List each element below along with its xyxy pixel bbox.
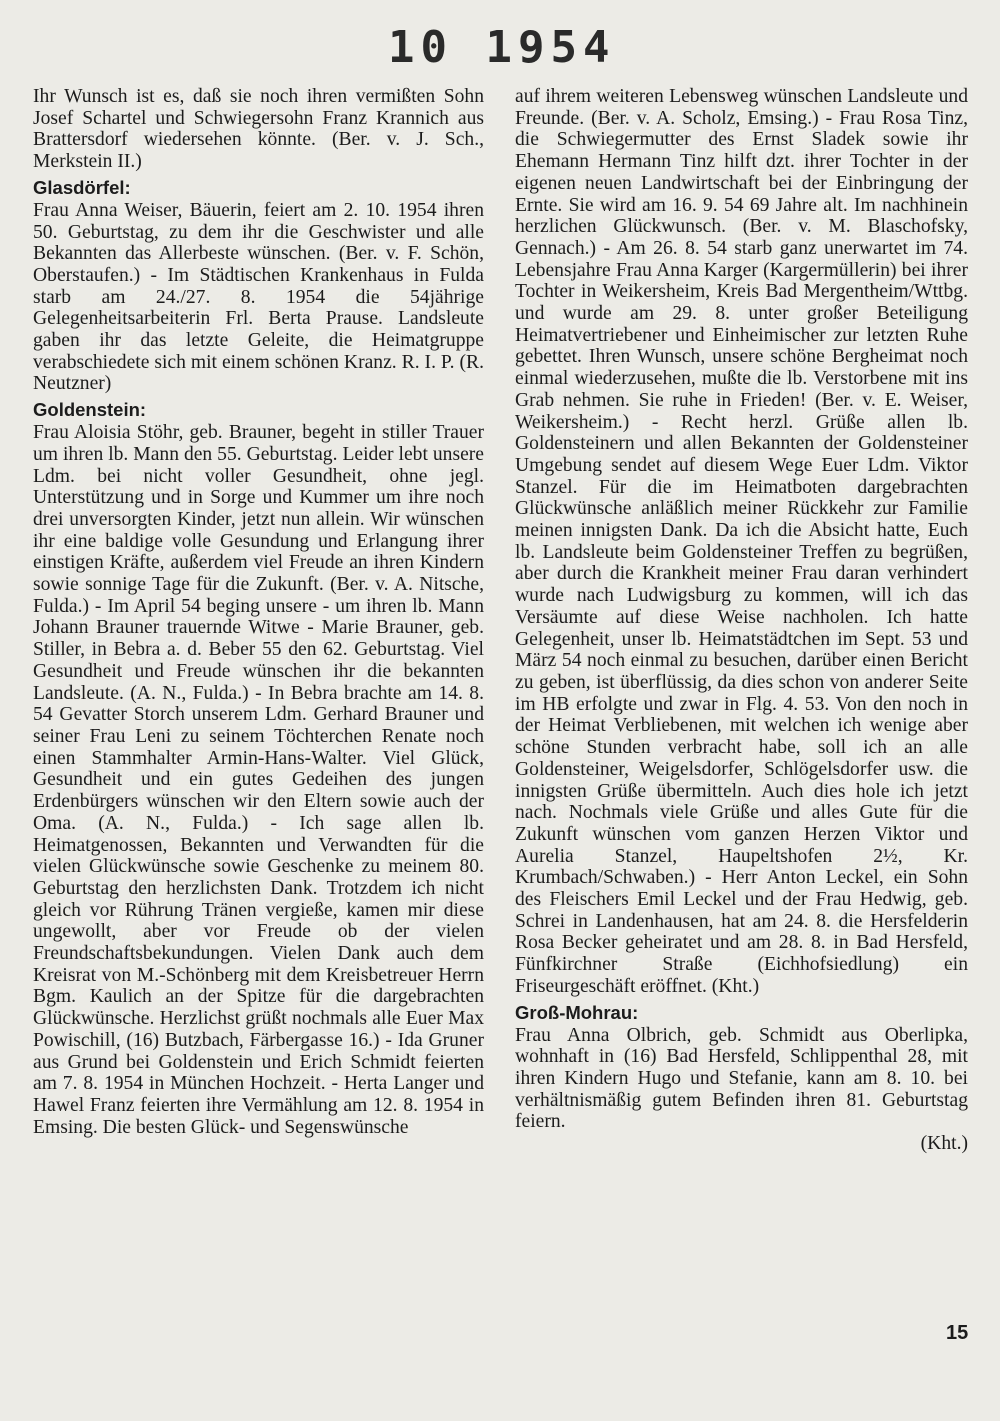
heading-goldenstein: Goldenstein: — [33, 399, 147, 421]
heading-glasdoerfel: Glasdörfel: — [33, 176, 131, 198]
goldenstein-continuation-paragraph: auf ihrem weiteren Lebensweg wünschen Landsleute und Freunde. (Ber. v. A. Scholz, Emsing.) - Frau Rosa Tinz, die Schwiegermutter des Ernst Sladek sowie ihr Ehemann Hermann Tinz hilft dzt. ihrer Tochter in der eigenen neuen Landwirtschaft bei der Einbringung der Ernte. Sie wird am 16. 9. 54 69 Jahre alt. Im nachhinein herzlichen Glückwunsch. (Ber. v. M. Blaschofsky, Gennach.) - Am 26. 8. 54 starb ganz unerwartet im 74. Lebensjahre Frau Anna Karger (Kargermüllerin) bei ihrer Tochter in Weikersheim, Kreis Bad Mergentheim/Wttbg. und wurde am 29. 8. unter großer Beteiligung Heimatvertriebener und Einheimischer zur letzten Ruhe gebettet. Ihren Wunsch, unsere schöne Bergheimat noch einmal wiederzusehen, mußte die lb. Verstorbene mit ins Grab nehmen. Sie ruhe in Frieden! (Ber. v. E. Weiser, Weikersheim.) - Recht herzl. Grüße allen lb. Goldensteinern und allen Bekannten der Goldensteiner Umgebung sendet auf diesem Wege Euer Ldm. Viktor Stanzel. Für die im Heimatboten dargebrachten Glückwünsche anläßlich meiner Rückkehr zur Familie meinen innigsten Dank. Da ich die Absicht hatte, Euch lb. Landsleute beim Goldensteiner Treffen zu begrüßen, aber durch die Krankheit meiner Frau daran verhindert wurde nach Ludwigsburg zu kommen, will ich das Versäumte auf diese Weise nachholen. Ich hatte Gelegenheit, unser lb. Heimatstädtchen im Sept. 53 und März 54 noch einmal zu besuchen, darüber einen Bericht zu geben, ist überflüssig, da dies schon von anderer Seite im HB erfolgte und zwar in Flg. 4. 53. Von den noch in der Heimat Verbliebenen, mit welchen ich wenige aber schöne Stunden verbracht habe, soll ich an alle Goldensteiner, Weigelsdorfer, Schlögelsdorfer usw. die innigsten Grüße übermitteln. Auch dies hole ich jetzt nach. Nochmals viele Grüße und alles Gute für die Zukunft wünschen vom ganzen Herzen Viktor und Aurelia Stanzel, Haupeltshofen 2½, Kr. Krumbach/Schwaben.) - Herr Anton Leckel, ein Sohn des Fleischers Emil Leckel und der Frau Hedwig, geb. Schrei in Landenhausen, hat am 24. 8. die Hersfelderin Rosa Becker geheiratet und am 28. 8. in Bad Hersfeld, Fünfkirchner Straße (Eichhofsiedlung) ein Friseurgeschäft eröffnet. (Kht.) — [515, 86, 968, 997]
goldenstein-paragraph: Frau Aloisia Stöhr, geb. Brauner, begeht in stiller Trauer um ihren lb. Mann den 55. Geburtstag. Leider lebt unsere Ldm. bei nicht voller Gesundheit, ohne jegl. Unterstützung und in Sorge und Kummer um ihre noch drei unversorgten Kinder, jetzt nun allein. Wir wünschen ihr eine baldige volle Gesundung und Erlangung ihrer einstigen Kräfte, außerdem viel Freude an ihren Kindern sowie sonnige Tage für die Zukunft. (Ber. v. A. Nitsche, Fulda.) - Im April 54 beging unsere - um ihren lb. Mann Johann Brauner trauernde Witwe - Marie Brauner, geb. Stiller, in Bebra a. d. Beber 55 den 62. Geburtstag. Viel Gesundheit und Freude wünschen ihr die bekannten Landsleute. (A. N., Fulda.) - In Bebra brachte am 14. 8. 54 Gevatter Storch unserem Ldm. Gerhard Brauner und seiner Frau Leni zu seinem Töchterchen Renate noch einen Stammhalter Armin-Hans-Walter. Viel Glück, Gesundheit und ein gutes Gedeihen des jungen Erdenbürgers wünschen wir den Eltern sowie auch der Oma. (A. N., Fulda.) - Ich sage allen lb. Heimatgenossen, Bekannten und Verwandten für die vielen Glückwünsche sowie Geschenke zu meinem 80. Geburtstag den herzlichsten Dank. Trotzdem ich nicht gleich vor Rührung Tränen vergieße, kamen mir diese ungewollt, aber vor Freude ob der vielen Freundschaftsbekundungen. Vielen Dank auch dem Kreisrat von M.-Schönberg mit dem Kreisbetreuer Herrn Bgm. Kaulich an der Spitze für die dargebrachten Glückwünsche. Herzlichst grüßt nochmals alle Euer Max Powischill, (16) Butzbach, Färbergasse 16.) - Ida Gruner aus Grund bei Goldenstein und Erich Schmidt feierten am 7. 8. 1954 in München Hochzeit. - Herta Langer und Hawel Franz feierten ihre Vermählung am 12. 8. 1954 in Emsing. Die besten Glück- und Segenswünsche — [33, 422, 484, 1138]
right-column — [515, 86, 968, 1155]
archive-date-stamp: 10 1954 — [388, 22, 616, 73]
gross-mohrau-paragraph: Frau Anna Olbrich, geb. Schmidt aus Oberlipka, wohnhaft in (16) Bad Hersfeld, Schlippenthal 28, mit ihren Kindern Hugo und Stefanie, kann am 8. 10. bei verhältnismäßig gutem Befinden ihren 81. Geburtstag feiern. — [515, 1024, 968, 1133]
page-number: 15 — [946, 1322, 969, 1344]
gross-mohrau-credit: (Kht.) — [920, 1133, 968, 1155]
heading-gross-mohrau: Groß-Mohrau: — [515, 1001, 639, 1023]
glasdoerfel-paragraph: Frau Anna Weiser, Bäuerin, feiert am 2. 10. 1954 ihren 50. Geburtstag, zu dem ihr die Geschwister und alle Bekannten das Allerbeste wünschen. (Ber. v. F. Schön, Oberstaufen.) - Im Städtischen Krankenhaus in Fulda starb am 24./27. 8. 1954 die 54jährige Gelegenheitsarbeiterin Frl. Berta Prause. Landsleute gaben ihr das letzte Geleite, die Heimatgruppe verabschiedete sich mit einem schönen Kranz. R. I. P. (R. Neutzner) — [33, 199, 484, 395]
intro-paragraph: Ihr Wunsch ist es, daß sie noch ihren vermißten Sohn Josef Schartel und Schwiegersohn Franz Krannich aus Brattersdorf wiedersehen könnte. (Ber. v. J. Sch., Merkstein II.) — [33, 86, 484, 173]
left-column — [33, 86, 484, 1138]
